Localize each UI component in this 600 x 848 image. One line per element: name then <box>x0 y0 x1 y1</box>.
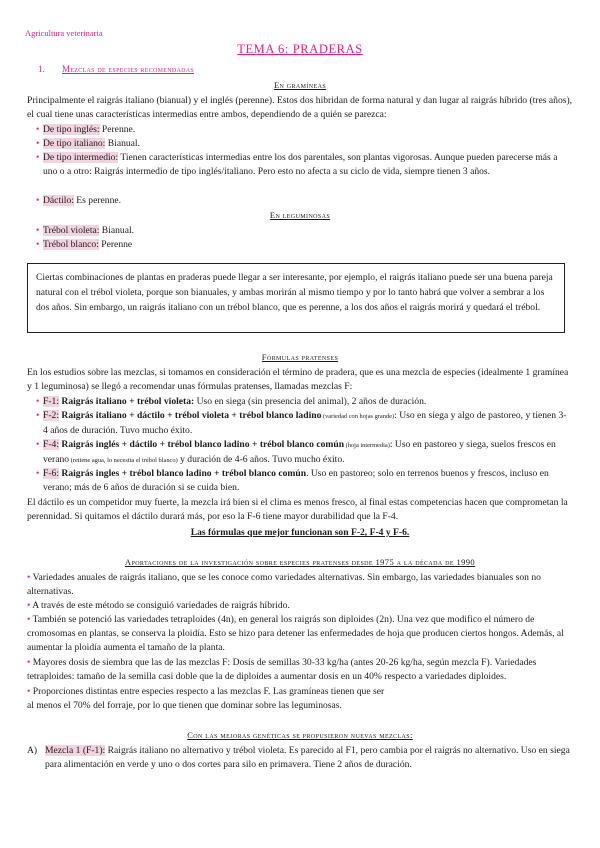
best-formulas: Las fórmulas que mejor funcionan son F-2, F-4 y F-6. <box>190 527 410 538</box>
list-item: • También se potenció las variedades tetraploides (4n), en general los raigrás son diploides (2n). Una vez que modifico el número de cromosomas en plantas, se conserva la ploidía. Esto se hizo para detener las enfermedades de hoja que producen ciertos hongos. Además, al aumentar la ploidía aumenta el tamaño de la planta. <box>27 614 564 654</box>
formula-note: (retiene agua, lo necesita el trébol blanco) <box>69 457 178 465</box>
list-term: F-2: <box>43 410 59 421</box>
list-term: Mezcla 1 (F-1): <box>45 745 106 756</box>
list-item: • F-6: Raigrás ingles + trébol blanco ladino + trébol blanco común. Uso en pastoreo; solo en terrenos buenos y frescos, incluso en verano; más de 6 años de duración si se cuida bien. <box>36 468 549 494</box>
list-item: • Trébol blanco: Perenne <box>36 239 133 250</box>
list-item: • Variedades anuales de raigrás italiano, que se les conoce como variedades alternativas. Sin embargo, las variedades bianuales son no alternativas. <box>27 572 541 598</box>
list-text: Mayores dosis de siembra que las de las mezclas F: Dosis de semillas 30-33 kg/ha (antes 20-26 kg/ha, según mezcla F). Variedades tetraploides: tamaño de la semilla casi doble que la de diploides a aumentar dosis en un 40% respecto a variedades diploides. <box>27 657 537 683</box>
formula-note: (hoja intermedia) <box>344 442 390 449</box>
list-text: Es perenne. <box>73 195 122 206</box>
list-item: • Trébol violeta: Bianual. <box>36 225 135 236</box>
list-term: F-6: <box>43 468 59 479</box>
list-item: • Dáctilo: Es perenne. <box>36 195 122 206</box>
list-text: Tienen características intermedias entre los dos parentales, son plantas vigorosas. Aunque pueden parecerse más a uno o a otro: Raigrás intermedio de tipo inglés/italiano. Pero esto no afecta a su ciclo de vida, siempre tienen 3 años. <box>43 152 558 178</box>
formulas-intro: En los estudios sobre las mezclas, si tomamos en consideración el término de pradera, que es una mezcla de especies (idealmente 1 gramínea y 1 leguminosa) se llegó a recomendar unas fórmulas pratenses, llamadas mezclas F: <box>27 367 569 393</box>
list-text: Bianual. <box>105 138 140 149</box>
list-letter: A) <box>27 745 38 756</box>
list-term: De tipo inglés: <box>43 124 100 135</box>
list-text: Bianual. <box>99 225 135 236</box>
section-number: 1. <box>38 64 45 74</box>
list-item: • De tipo inglés: Perenne. <box>36 124 136 135</box>
list-term: F-1: <box>43 396 59 407</box>
list-text: : Uso en pastoreo y siega, suelos frescos en verano <box>43 439 556 466</box>
list-item: • F-4: Raigrás inglés + dáctilo + trébol blanco ladino + trébol blanco común (hoja intermedia): Uso en pastoreo y siega, suelos frescos en verano (retiene agua, lo necesita el trébol blanco) y duración de 4-6 años. Tuvo mucho éxito. <box>36 439 556 466</box>
page-header: Agricultura veterinaria <box>25 28 103 38</box>
list-text: : Uso en siega y algo de pastoreo, y tienen 3-4 años de duración. Tuvo mucho éxito. <box>43 410 567 437</box>
subheading-leguminosas: En leguminosas <box>269 210 331 220</box>
list-item: • F-2: Raigrás italiano + dáctilo + trébol violeta + trébol blanco ladino (variedad con hojas grande): Uso en siega y algo de pastoreo, y tienen 3-4 años de duración. Tuvo mucho éxito. <box>36 410 567 437</box>
list-term: Dáctilo: <box>43 195 74 206</box>
list-text: También se potenció las variedades tetraploides (4n), en general los raigrás son diploides (2n). Una vez que modifico el número de cromosomas en plantas, se conserva la ploidía. Esto se hizo para detener las enfermedades de hoja que producen ciertos hongos. Además, al aumentar la ploidía aumenta el tamaño de la planta. <box>27 614 564 654</box>
section-label: Mezclas de especies recomendadas <box>62 64 195 74</box>
list-text: A través de este método se consiguió variedades de raigrás híbrido. <box>32 600 290 611</box>
gramineas-intro: Principalmente el raigrás italiano (bianual) y el inglés (perenne). Estos dos hibridan de forma natural y dan lugar al raigrás híbrido (tres años), el cual tiene unas características intermedias entre ambos, dependiendo de a quién se parezca: <box>27 95 573 121</box>
list-text: Uso en siega (sin presencia del animal), 2 años de duración. <box>194 396 427 407</box>
list-term: De tipo intermedio: <box>43 152 119 163</box>
list-text: . Uso en pastoreo; solo en terrenos buenos y frescos, incluso en verano; más de 6 años de duración si se cuida bien. <box>43 468 549 494</box>
formula-species: Raigrás ingles + trébol blanco ladino + trébol blanco común <box>59 468 307 479</box>
continuation-line: al menos el 70% del forraje, por lo que tienen que dominar sobre las leguminosas. <box>27 700 342 711</box>
list-item: • Proporciones distintas entre especies respecto a las mezclas F. Las gramíneas tienen que ser <box>27 686 385 697</box>
list-text: Proporciones distintas entre especies respecto a las mezclas F. Las gramíneas tienen que ser <box>32 686 385 697</box>
list-term: F-4: <box>43 439 59 450</box>
subheading-gramineas: En gramíneas <box>273 80 327 90</box>
list-text: Perenne <box>98 239 133 250</box>
subheading-formulas: Fórmulas pratenses <box>261 352 339 362</box>
note-box: Ciertas combinaciones de plantas en praderas puede llegar a ser interesante, por ejemplo, el raigrás italiano puede ser una buena pareja natural con el trébol violeta, porque son bianuales, y ambas morirán al mismo tiempo y por lo tanto habrá que volver a sembrar a los dos años. Sin embargo, un raigrás italiano con un trébol blanco, que es perenne, a los dos años el raigrás morirá y quedará el trébol. <box>27 263 565 333</box>
formulas-after: El dáctilo es un competidor muy fuerte, la mezcla irá bien si el clima es menos fresco, al final estas competencias hacen que comprometan la perennidad. Si quitamos el dáctilo durará más, por eso la F-6 tiene mayor durabilidad que la F-4. <box>27 497 568 523</box>
subheading-mejoras: Con las mejoras genéticas se propusieron nuevas mezclas: <box>187 730 413 740</box>
list-item: • De tipo intermedio: Tienen características intermedias entre los dos parentales, son plantas vigorosas. Aunque pueden parecerse más a uno o a otro: Raigrás intermedio de tipo inglés/italiano. Pero esto no afecta a su ciclo de vida, siempre tienen 3 años. <box>36 152 558 178</box>
list-text: Raigrás italiano no alternativo y trébol violeta. Es parecido al F1, pero cambia por el raigrás no alternativo. Uso en siega para alimentación en verde y uno o dos cortes para silo en primavera. Tiene 2 años de duración. <box>45 745 570 771</box>
formula-species: Raigrás italiano + dáctilo + trébol violeta + trébol blanco ladino <box>59 410 322 421</box>
list-text: Variedades anuales de raigrás italiano, que se les conoce como variedades alternativas. Sin embargo, las variedades bianuales son no alternativas. <box>27 572 541 598</box>
list-term: De tipo italiano: <box>43 138 106 149</box>
list-item: • De tipo italiano: Bianual. <box>36 138 140 149</box>
list-text: y duración de 4-6 años. Tuvo mucho éxito. <box>177 454 345 466</box>
list-item: • A través de este método se consiguió variedades de raigrás híbrido. <box>27 600 290 611</box>
formula-species: Raigrás italiano + trébol violeta: <box>59 396 195 407</box>
list-term: Trébol blanco: <box>43 239 99 250</box>
subheading-aportaciones: Aportaciones de la investigación sobre especies pratenses desde 1975 a la década de 1990 <box>124 557 476 567</box>
section-heading-1 <box>38 64 194 74</box>
list-term: Trébol violeta: <box>43 225 100 236</box>
page-title: TEMA 6: PRADERAS <box>237 42 363 56</box>
formula-species: Raigrás inglés + dáctilo + trébol blanco ladino + trébol blanco común <box>59 439 345 450</box>
list-text: Perenne. <box>99 124 136 135</box>
formula-note: (variedad con hojas grande) <box>321 413 395 420</box>
list-item: • Mayores dosis de siembra que las de las mezclas F: Dosis de semillas 30-33 kg/ha (antes 20-26 kg/ha, según mezcla F). Variedades tetraploides: tamaño de la semilla casi doble que la de diploides a aumentar dosis en un 40% respecto a variedades diploides. <box>27 657 537 683</box>
list-item: • F-1: Raigrás italiano + trébol violeta: Uso en siega (sin presencia del animal), 2 años de duración. <box>36 396 427 407</box>
